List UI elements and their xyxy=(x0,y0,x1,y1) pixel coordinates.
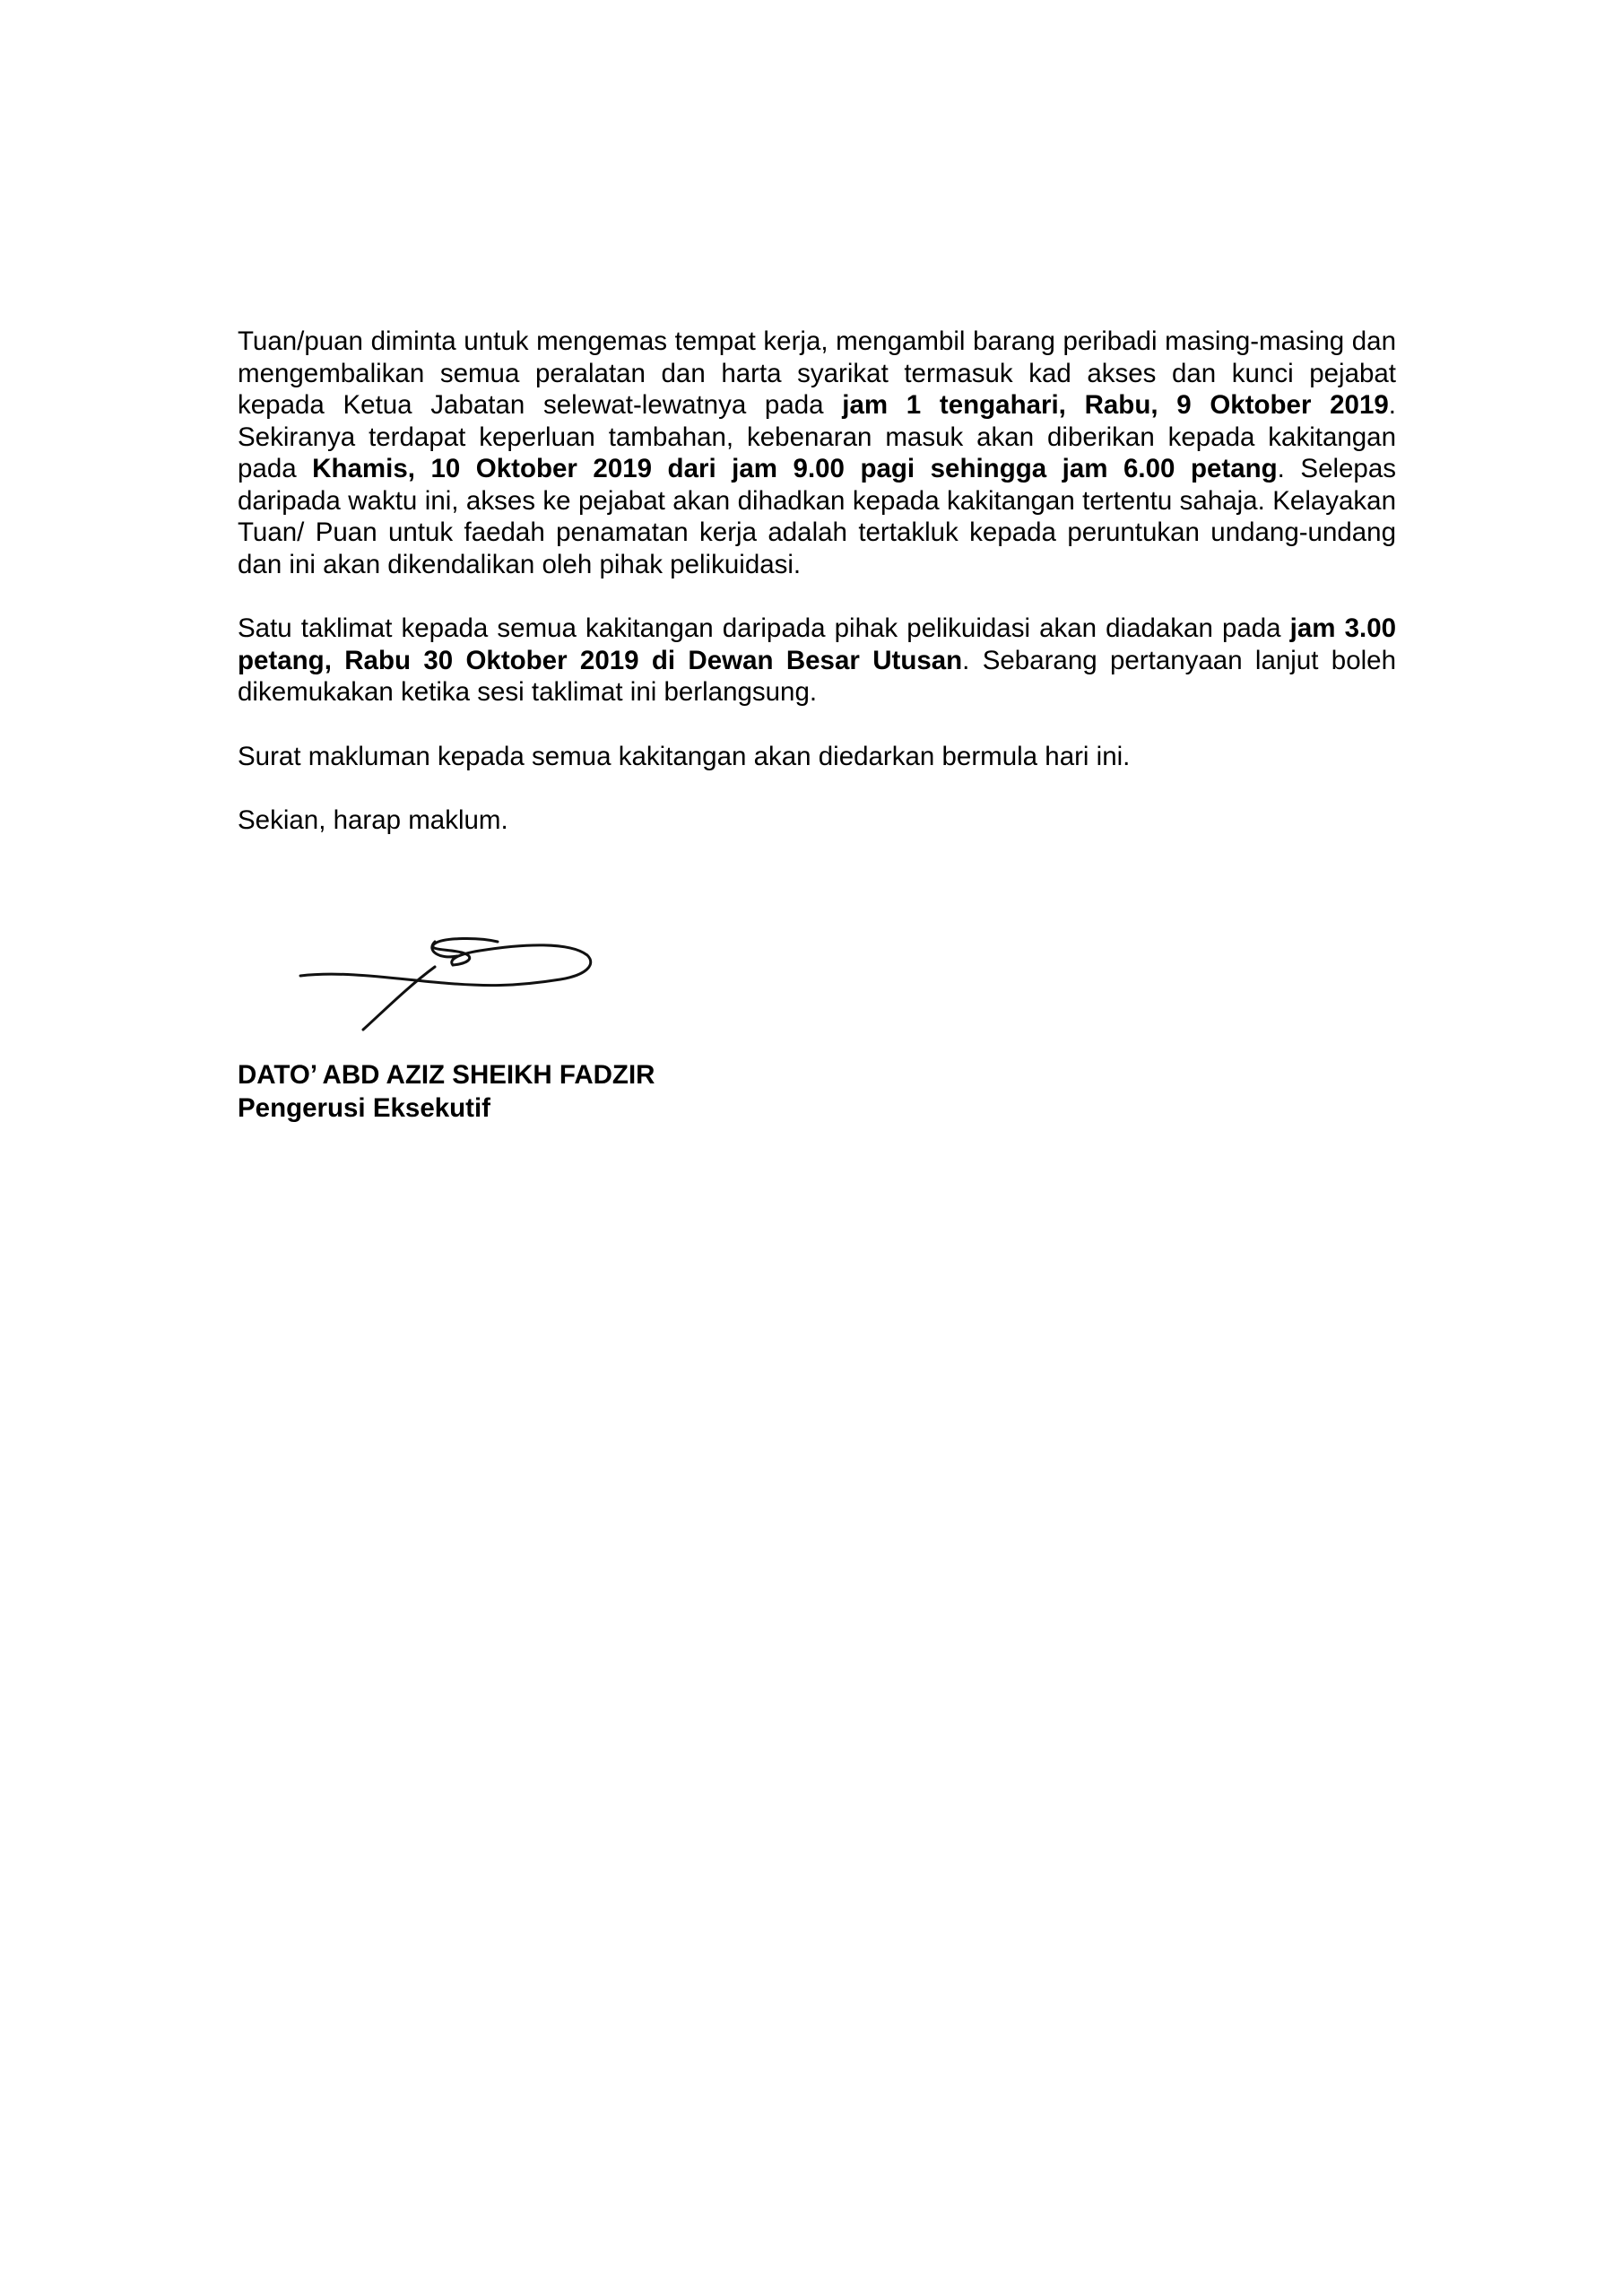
body-text: . Sekiranya terdapat keperluan tambahan, kebenaran masuk akan diberikan kepada kakitangan pada xyxy=(238,390,1396,483)
signatory-block xyxy=(238,1058,655,1125)
signatory-name: DATO’ ABD AZIZ SHEIKH FADZIR xyxy=(238,1060,655,1090)
body-text: Satu taklimat kepada semua kakitangan daripada pihak pelikuidasi akan diadakan pada xyxy=(238,613,1290,643)
letter-body xyxy=(238,326,1396,869)
emphasized-text: Khamis, 10 Oktober 2019 dari jam 9.00 pagi sehingga jam 6.00 petang xyxy=(312,454,1278,483)
signatory-title: Pengerusi Eksekutif xyxy=(238,1093,490,1123)
emphasized-text: jam 3.00 petang, Rabu 30 Oktober 2019 di Dewan Besar Utusan xyxy=(238,613,1397,675)
paragraph-closing: Sekian, harap maklum. xyxy=(238,805,508,835)
body-text: . Sebarang pertanyaan lanjut boleh dikemukakan ketika sesi taklimat ini berlangsung. xyxy=(238,645,1396,707)
paragraph-notice-letter: Surat makluman kepada semua kakitangan akan diedarkan bermula hari ini. xyxy=(238,741,1131,771)
paragraph-work-clearance xyxy=(238,326,1396,580)
body-text: . Selepas daripada waktu ini, akses ke pejabat akan dihadkan kepada kakitangan tertentu sahaja. Kelayakan Tuan/ Puan untuk faedah penamatan kerja adalah tertakluk kepada peruntukan undang-undang dan ini akan dikendalikan oleh pihak pelikuidasi. xyxy=(238,454,1396,579)
paragraph-briefing xyxy=(238,613,1396,709)
body-text: Tuan/puan diminta untuk mengemas tempat kerja, mengambil barang peribadi masing-masing dan mengembalikan semua peralatan dan harta syarikat termasuk kad akses dan kunci pejabat kepada Ketua Jabatan selewat-lewatnya pada xyxy=(238,326,1396,420)
emphasized-text: jam 1 tengahari, Rabu, 9 Oktober 2019 xyxy=(842,390,1389,420)
handwritten-signature xyxy=(291,924,596,1031)
